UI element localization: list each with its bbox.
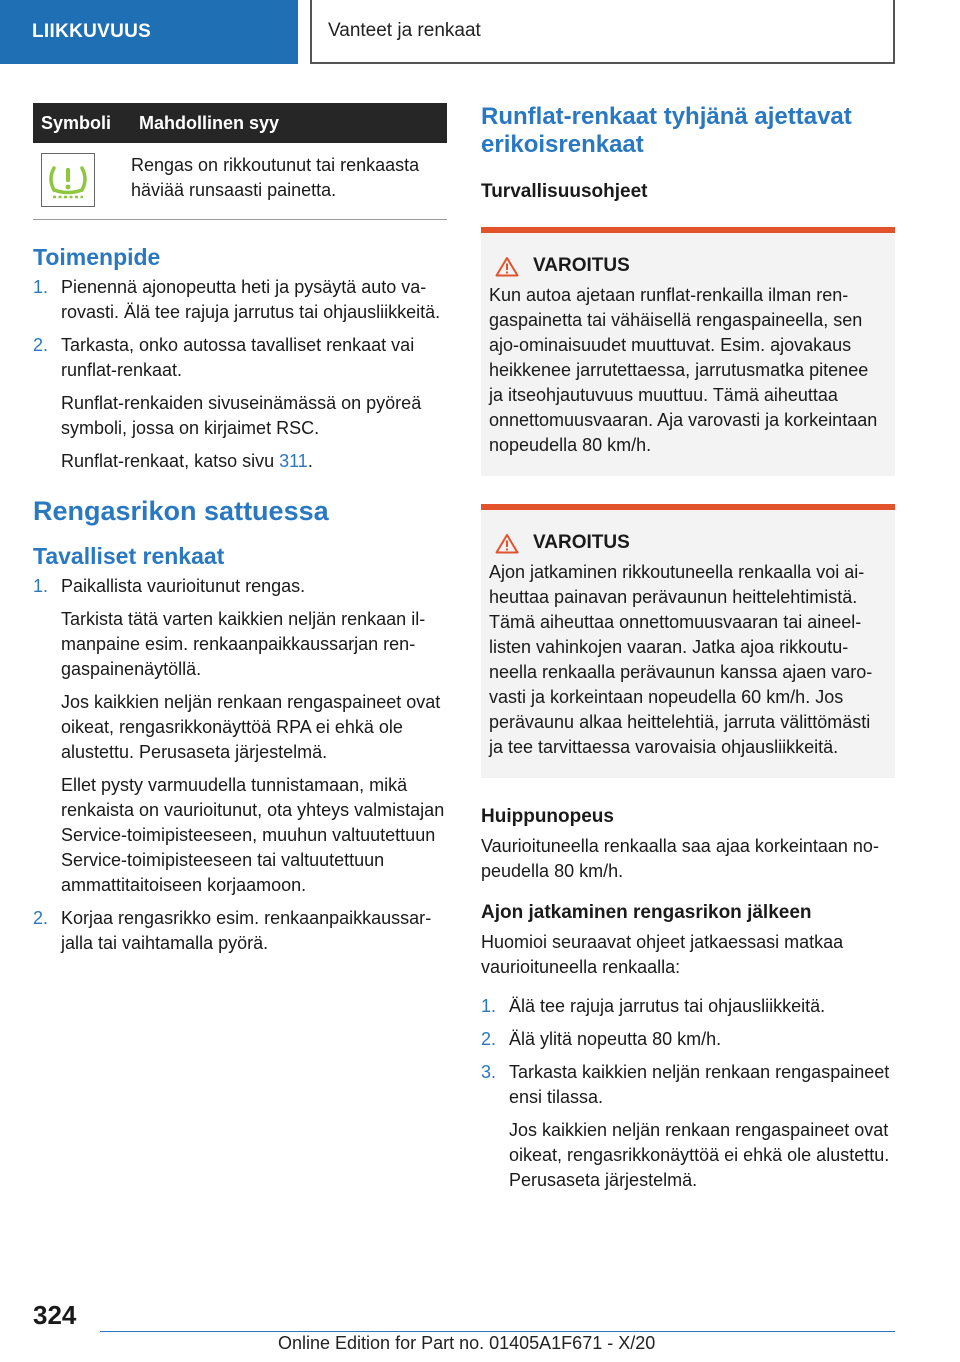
step-text: Jos kaikkien neljän renkaan rengaspaineet ovat oikeat, rengasrikkonäyttöä ei ehkä ole alustettu. Perusaseta järjestelmä. bbox=[509, 1120, 890, 1190]
step-number: 1. bbox=[481, 996, 497, 1016]
step-number: 2. bbox=[33, 335, 49, 355]
reference-end: . bbox=[307, 451, 313, 471]
list-item bbox=[33, 574, 447, 898]
safety-heading: Turvallisuusohjeet bbox=[481, 181, 648, 202]
step-text: Tarkista tätä varten kaikkien neljän renkaan ilmanpaine esim. renkaanpaikkaussarjan rengaspainenäytöllä. bbox=[61, 609, 426, 679]
warning-triangle-icon bbox=[495, 533, 519, 554]
step-number: 3. bbox=[481, 1062, 497, 1082]
warning-triangle-icon bbox=[495, 256, 519, 277]
list-item bbox=[33, 275, 447, 325]
step-text bbox=[61, 449, 447, 474]
page-link[interactable]: 311 bbox=[279, 451, 308, 471]
warning-title: VAROITUS bbox=[533, 255, 630, 276]
continue-intro: Huomioi seuraavat ohjeet jatkaessasi matkaa vaurioituneella renkaalla: bbox=[481, 932, 844, 977]
list-item bbox=[481, 994, 895, 1019]
warning-text: Kun autoa ajetaan runflat-renkailla ilman rengaspainetta tai vähäisellä rengaspaineella, sen ajo-ominaisuudet muuttuvat. Esim. ajovakaus heikkenee jarrutettaessa, jarrutusmatka pitenee ja itseohjautuvuus muuttuu. Tämä aiheuttaa onnettomuusvaaran. Aja varovasti ja korkeintaan nopeudella 80 km/h. bbox=[489, 285, 878, 455]
symbol-table bbox=[33, 103, 447, 220]
list-item bbox=[33, 906, 447, 956]
symbol-column-header: Symboli bbox=[33, 103, 131, 143]
step-text: Korjaa rengasrikko esim. renkaanpaikkaussarjalla tai vaihtamalla pyörä. bbox=[61, 908, 432, 953]
tire-pressure-warning-icon bbox=[41, 153, 95, 207]
toimenpide-steps bbox=[33, 275, 447, 474]
top-speed-heading: Huippunopeus bbox=[481, 806, 614, 827]
warning-box bbox=[481, 504, 895, 778]
rengasrikko-steps bbox=[33, 574, 447, 956]
cause-column-header: Mahdollinen syy bbox=[131, 103, 447, 143]
step-number: 2. bbox=[481, 1029, 497, 1049]
footer-divider bbox=[100, 1331, 895, 1332]
warning-box bbox=[481, 227, 895, 476]
section-title: LIIKKUVUUS bbox=[32, 21, 152, 42]
warning-text: Ajon jatkaminen rikkoutuneella renkaalla voi aiheuttaa painavan perävaunun heittelehtimistä. Tämä aiheuttaa onnettomuusvaaran tai aineellisten vahinkojen vaaran. Jatka ajoa rikkoutuneella renkaalla perävaunun kanssa ajaen varovasti ja korkeintaan nopeudella 60 km/h. Jos perävaunu alkaa heittelehtiä, jarruta välittömästi ja tee tarvittaessa varovaisia ohjausliikkeitä. bbox=[489, 562, 873, 757]
continue-steps bbox=[481, 994, 895, 1193]
page-title: Vanteet ja renkaat bbox=[328, 20, 481, 41]
step-text: Runflat-renkaiden sivuseinämässä on pyöreä symboli, jossa on kirjaimet RSC. bbox=[61, 393, 422, 438]
list-item bbox=[481, 1060, 895, 1193]
step-text: Jos kaikkien neljän renkaan rengaspaineet ovat oikeat, rengasrikkonäyttöä RPA ei ehkä ole alustettu. Perusaseta järjestelmä. bbox=[61, 692, 441, 762]
section-tab bbox=[0, 0, 298, 64]
step-text: Tarkasta, onko autossa tavalliset renkaat vai runflat-renkaat. bbox=[61, 335, 415, 380]
reference-text: Runflat-renkaat, katso sivu bbox=[61, 451, 280, 471]
page-number: 324 bbox=[33, 1300, 77, 1330]
step-text: Ellet pysty varmuudella tunnistamaan, mikä renkaista on vaurioitunut, ota yhteys valmistajan Service-toimipisteeseen, muuhun valtuutettuun Service-toimipisteeseen tai valtuutettuun ammattitaitoiseen korjaamoon. bbox=[61, 775, 445, 895]
step-number: 1. bbox=[33, 277, 49, 297]
footer-edition: Online Edition for Part no. 01405A1F671 - X/20 bbox=[278, 1333, 656, 1353]
step-number: 1. bbox=[33, 576, 49, 596]
top-speed-text: Vaurioituneella renkaalla saa ajaa korkeintaan nopeudella 80 km/h. bbox=[481, 836, 879, 881]
step-text: Tarkasta kaikkien neljän renkaan rengaspaineet ensi tilassa. bbox=[509, 1062, 890, 1107]
right-column bbox=[481, 103, 895, 1201]
left-column bbox=[33, 103, 447, 964]
table-row bbox=[33, 143, 447, 220]
warning-title: VAROITUS bbox=[533, 532, 630, 553]
list-item bbox=[481, 1027, 895, 1052]
step-text: Älä tee rajuja jarrutus tai ohjausliikkeitä. bbox=[509, 996, 826, 1016]
runflat-heading: Runflat-renkaat tyhjänä ajettavat erikoisrenkaat bbox=[481, 103, 852, 158]
cause-text: Rengas on rikkoutunut tai renkaasta häviää runsaasti painetta. bbox=[131, 143, 447, 220]
tavalliset-heading: Tavalliset renkaat bbox=[33, 543, 225, 569]
step-text: Paikallista vaurioitunut rengas. bbox=[61, 576, 306, 596]
step-number: 2. bbox=[33, 908, 49, 928]
list-item bbox=[33, 333, 447, 474]
step-text: Pienennä ajonopeutta heti ja pysäytä auto varovasti. Älä tee rajuja jarrutus tai ohjausliikkeitä. bbox=[61, 277, 441, 322]
page-header bbox=[310, 0, 895, 64]
rengasrikko-heading: Rengasrikon sattuessa bbox=[33, 496, 329, 526]
step-text: Älä ylitä nopeutta 80 km/h. bbox=[509, 1029, 722, 1049]
continue-heading: Ajon jatkaminen rengasrikon jälkeen bbox=[481, 902, 812, 923]
toimenpide-heading: Toimenpide bbox=[33, 244, 161, 270]
